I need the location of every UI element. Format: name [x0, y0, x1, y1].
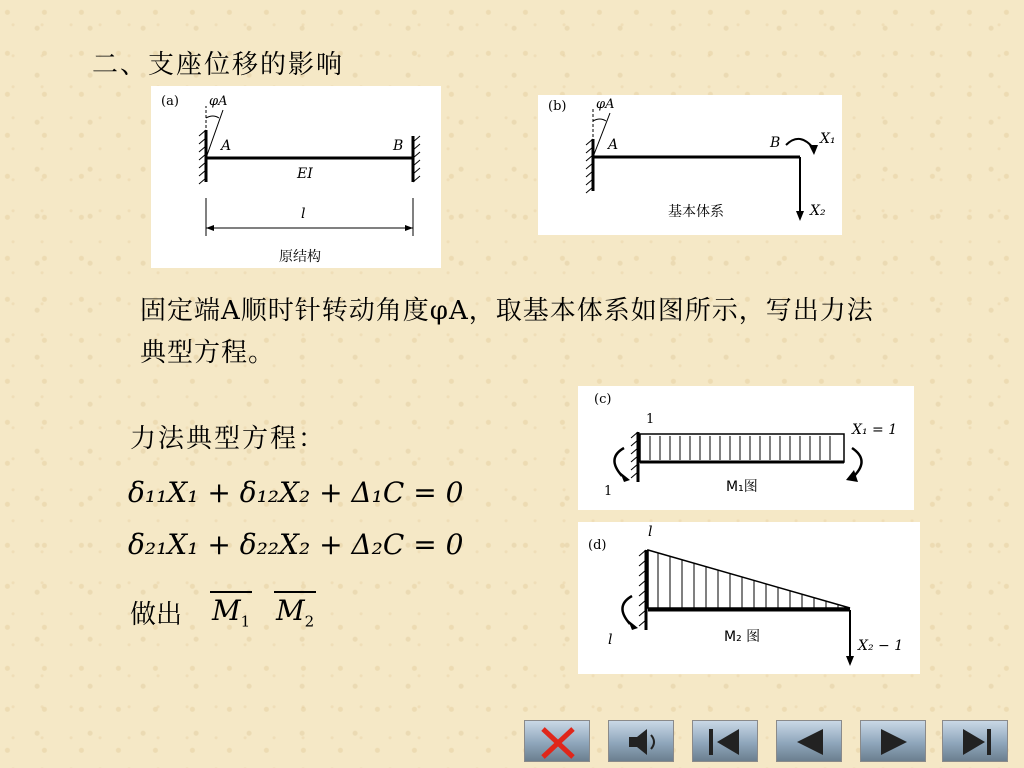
sound-icon: [609, 721, 675, 763]
figure-c-tag: (c): [594, 392, 612, 407]
m2-subscript: 2: [304, 612, 315, 631]
figure-d-top-value: l: [648, 524, 653, 540]
figure-b-point-a: A: [608, 137, 619, 153]
m2-overline: [274, 591, 316, 593]
figure-a-ei-label: EI: [297, 166, 313, 182]
figure-d-m2-diagram: [578, 522, 920, 674]
figure-a-length-label: l: [301, 206, 306, 222]
figure-b-tag: (b): [548, 99, 567, 114]
figure-a-point-a: A: [221, 138, 232, 154]
figure-c-m1-diagram: [578, 386, 914, 510]
slide-navigation-bar: [524, 720, 1008, 764]
figure-a-drawing: [151, 86, 441, 268]
m1-bar-symbol: [212, 594, 250, 631]
figure-c-top-value: 1: [646, 412, 655, 427]
last-slide-button[interactable]: [942, 720, 1008, 762]
figure-a-phi-label: φA: [209, 94, 228, 109]
last-slide-icon: [943, 721, 1009, 763]
equation-2-text: δ₂₁X₁ + δ₂₂X₂ + Δ₂C = 0: [128, 528, 464, 561]
figure-c-x1-label: X₁ = 1: [852, 422, 898, 438]
m2-letter: M: [276, 594, 305, 627]
figure-d-x2-label: X₂ − 1: [858, 638, 904, 654]
figure-a-point-b: B: [393, 138, 404, 154]
figure-d-tag: (d): [588, 538, 607, 553]
next-slide-icon: [861, 721, 927, 763]
figure-a-caption: 原结构: [279, 249, 321, 265]
figure-c-left-value: 1: [604, 484, 613, 499]
figure-d-caption: M₂ 图: [724, 629, 761, 645]
equation-2: [128, 528, 463, 561]
m1-subscript: 1: [240, 612, 251, 631]
figure-b-x1-label: X₁: [820, 131, 836, 147]
previous-slide-button[interactable]: [776, 720, 842, 762]
previous-slide-icon: [777, 721, 843, 763]
m1-overline: [210, 591, 252, 593]
equation-1-text: δ₁₁X₁ + δ₁₂X₂ + Δ₁C = 0: [128, 476, 464, 509]
equations-heading: 力法典型方程：: [130, 424, 327, 454]
exit-button[interactable]: [524, 720, 590, 762]
figure-b-caption: 基本体系: [668, 204, 724, 220]
figure-c-caption: M₁图: [726, 479, 758, 495]
m1-letter: M: [212, 594, 241, 627]
draw-instruction-label: 做出: [130, 600, 183, 630]
first-slide-button[interactable]: [692, 720, 758, 762]
figure-d-left-value: l: [608, 632, 613, 648]
exit-icon: [525, 721, 591, 763]
figure-b-phi-label: φA: [596, 97, 615, 112]
slide-heading: 二、支座位移的影响: [92, 50, 345, 80]
m2-bar-symbol: [276, 594, 314, 631]
sound-button[interactable]: [608, 720, 674, 762]
figure-a-tag: (a): [161, 94, 179, 109]
problem-statement: 固定端A顺时针转动角度φA，取基本体系如图所示，写出力法典型方程。: [140, 296, 874, 368]
figure-b-x2-label: X₂: [810, 203, 826, 219]
equation-1: [128, 476, 463, 509]
figure-b-point-b: B: [770, 135, 781, 151]
figure-b-basic-system: [538, 95, 842, 235]
next-slide-button[interactable]: [860, 720, 926, 762]
figure-a-original-structure: [151, 86, 441, 268]
first-slide-icon: [693, 721, 759, 763]
